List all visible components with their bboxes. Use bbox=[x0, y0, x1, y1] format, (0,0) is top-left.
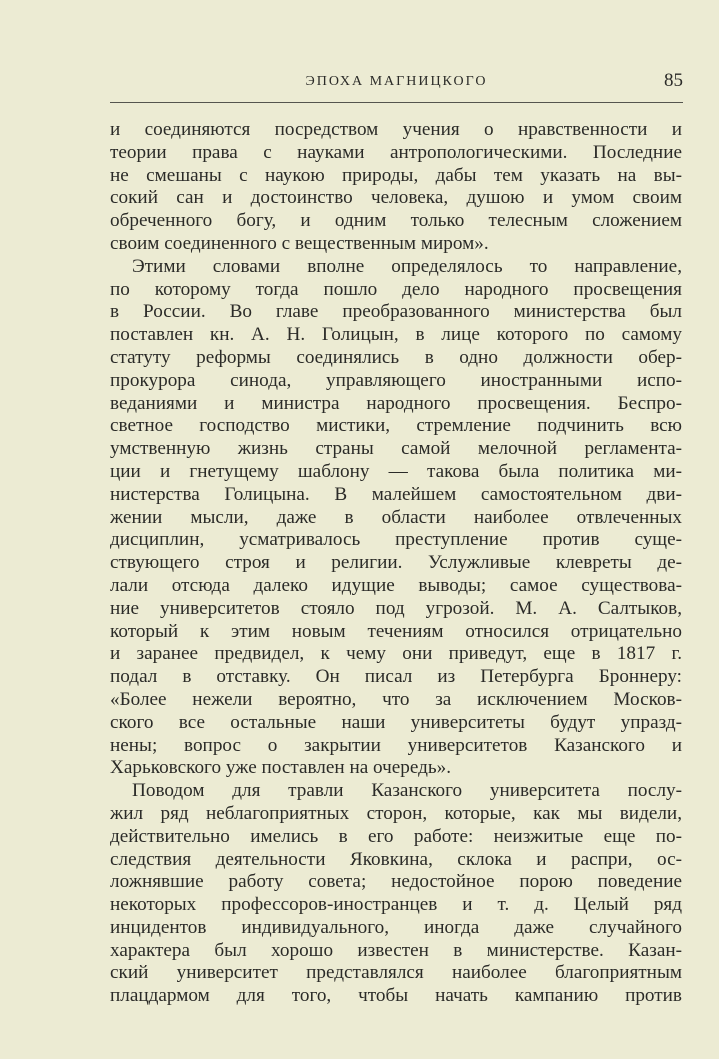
text-line: лали отсюда далеко идущие выводы; самое существова- bbox=[110, 574, 682, 596]
text-line: «Более нежели вероятно, что за исключением Москов- bbox=[110, 688, 682, 710]
text-line: статуту реформы соединялись в одно должности обер- bbox=[110, 346, 682, 368]
text-line: поставлен кн. А. Н. Голицын, в лице которого по самому bbox=[110, 324, 682, 346]
page-header bbox=[110, 70, 683, 96]
text-line: и соединяются посредством учения о нравственности и bbox=[110, 119, 682, 140]
text-line: жил ряд неблагоприятных сторон, которые, как мы видели, bbox=[110, 802, 682, 824]
paragraph bbox=[110, 119, 682, 256]
text-line: нены; вопрос о закрытии университетов Казанского и bbox=[110, 734, 682, 756]
text-line: дисциплин, усматривалось преступление против суще- bbox=[110, 529, 682, 551]
text-line: некоторых профессоров-иностранцев и т. д. Целый ряд bbox=[110, 894, 682, 916]
text-line: сокий сан и достоинство человека, душою и умом своим bbox=[110, 187, 682, 209]
text-line: ции и гнетущему шаблону — такова была политика ми- bbox=[110, 460, 682, 482]
text-line: в России. Во главе преобразованного министерства был bbox=[110, 301, 682, 323]
text-line: характера был хорошо известен в министерстве. Казан- bbox=[110, 939, 682, 961]
text-line: Харьковского уже поставлен на очередь». bbox=[110, 757, 452, 779]
text-line: ние университетов стояло под угрозой. М. А. Салтыков, bbox=[110, 597, 682, 619]
text-line: который к этим новым течениям относился отрицательно bbox=[110, 620, 682, 642]
page-number: 85 bbox=[664, 70, 683, 91]
text-line: веданиями и министра народного просвещения. Беспро- bbox=[110, 392, 682, 414]
text-line: подал в отставку. Он писал из Петербурга Броннеру: bbox=[110, 666, 682, 688]
page-body bbox=[110, 119, 682, 1008]
running-title: ЭПОХА МАГНИЦКОГО bbox=[305, 74, 488, 89]
text-line: светное господство мистики, стремление подчинить всю bbox=[110, 415, 682, 437]
text-line: жении мысли, даже в области наиболее отвлеченных bbox=[110, 506, 682, 528]
text-line: своим соединенного с вещественным миром». bbox=[110, 232, 489, 254]
text-line: и заранее предвидел, к чему они приведут, еще в 1817 г. bbox=[110, 643, 682, 665]
text-line: ложнявшие работу совета; недостойное порою поведение bbox=[110, 871, 682, 893]
text-line: прокурора синода, управляющего иностранными испо- bbox=[110, 369, 682, 391]
header-rule bbox=[110, 102, 683, 103]
text-line: ского все остальные наши университеты будут упразд- bbox=[110, 711, 682, 733]
text-line: нистерства Голицына. В малейшем самостоятельном дви- bbox=[110, 483, 682, 505]
text-line: теории права с науками антропологическими. Последние bbox=[110, 141, 682, 163]
text-line: следствия деятельности Яковкина, склока и распри, ос- bbox=[110, 848, 682, 870]
text-line: не смешаны с наукою природы, дабы тем указать на вы- bbox=[110, 164, 682, 186]
text-line: ский университет представлялся наиболее благоприятным bbox=[110, 962, 682, 984]
paragraph bbox=[110, 256, 682, 780]
text-line: Этими словами вполне определялось то направление, bbox=[132, 255, 682, 277]
text-line: плацдармом для того, чтобы начать кампанию против bbox=[110, 985, 682, 1007]
text-line: действительно имелись в его работе: неизжитые еще по- bbox=[110, 825, 682, 847]
text-line: инцидентов индивидуального, иногда даже случайного bbox=[110, 916, 682, 938]
text-line: ствующего строя и религии. Услужливые клевреты де- bbox=[110, 552, 682, 574]
text-line: обреченного богу, и одним только телесным сложением bbox=[110, 210, 682, 232]
text-line: Поводом для травли Казанского университета послу- bbox=[132, 780, 682, 802]
text-line: по которому тогда пошло дело народного просвещения bbox=[110, 278, 682, 300]
text-line: умственную жизнь страны самой мелочной регламента- bbox=[110, 438, 682, 460]
paragraph bbox=[110, 780, 682, 1008]
